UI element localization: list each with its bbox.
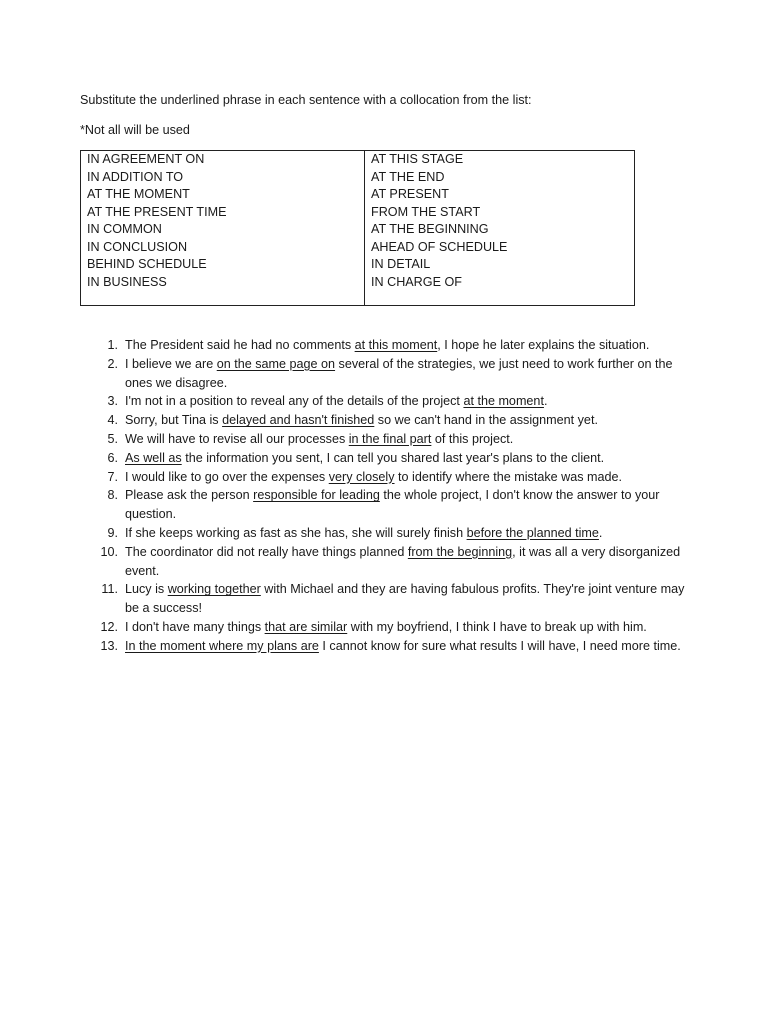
underlined-phrase: on the same page on xyxy=(216,356,336,371)
collocation-item: AT PRESENT xyxy=(371,187,449,201)
exercise-item xyxy=(100,449,700,468)
sentence-text-after: the information you sent, I can tell you shared last year's plans to the client. xyxy=(181,450,605,465)
collocation-column-right xyxy=(365,151,635,306)
sentence-text-before: The President said he had no comments xyxy=(125,338,355,352)
item-number: 6. xyxy=(107,450,118,465)
sentence-text-before: If she keeps working as fast as she has, she will surely finish xyxy=(125,525,467,540)
item-number: 7. xyxy=(107,469,118,484)
collocation-item: AT THE PRESENT TIME xyxy=(87,204,227,219)
collocation-item: IN COMMON xyxy=(87,222,162,236)
sentence-text-after: , it was all a very disorganized event. xyxy=(125,544,681,578)
item-number: 13. xyxy=(100,638,118,653)
underlined-phrase: In the moment where my plans are xyxy=(125,638,319,653)
note-text: *Not all will be used xyxy=(80,123,190,137)
exercise-item xyxy=(100,430,700,449)
collocation-item: AT THIS STAGE xyxy=(371,152,464,166)
item-number: 1. xyxy=(107,338,118,352)
sentence-text-after: the whole project, I don't know the answer to your question. xyxy=(125,488,660,522)
exercise-item xyxy=(100,392,700,411)
sentence-text-after: to identify where the mistake was made. xyxy=(394,469,623,484)
sentence-text-after: several of the strategies, we just need to work further on the ones we disagree. xyxy=(125,356,673,390)
underlined-phrase: from the beginning xyxy=(407,544,513,559)
underlined-phrase: at the moment xyxy=(463,394,544,409)
exercise-item xyxy=(100,543,700,581)
exercise-item xyxy=(100,336,700,355)
exercise-item xyxy=(100,411,700,430)
collocation-item: IN BUSINESS xyxy=(87,274,167,289)
sentence-text-before: The coordinator did not really have things planned xyxy=(125,544,408,559)
exercise-item xyxy=(100,468,700,487)
collocation-item: AT THE END xyxy=(371,169,445,184)
underlined-phrase: very closely xyxy=(328,469,395,484)
sentence-text-after: with Michael and they are having fabulous profits. They're joint venture may be a success! xyxy=(125,582,685,616)
collocation-column-left xyxy=(81,151,365,306)
sentence-text-after: with my boyfriend, I think I have to break up with him. xyxy=(347,619,647,634)
instruction-text: Substitute the underlined phrase in each sentence with a collocation from the list: xyxy=(80,93,532,107)
exercise-item xyxy=(100,618,700,637)
sentence-text-before: I don't have many things xyxy=(125,619,265,634)
underlined-phrase: in the final part xyxy=(348,431,432,446)
collocation-item: BEHIND SCHEDULE xyxy=(87,257,207,271)
underlined-phrase: responsible for leading xyxy=(253,488,380,503)
collocation-item: AHEAD OF SCHEDULE xyxy=(371,239,508,254)
collocation-item: IN ADDITION TO xyxy=(87,169,184,184)
item-number: 8. xyxy=(107,488,118,503)
collocation-item: AT THE MOMENT xyxy=(87,187,190,201)
item-number: 12. xyxy=(100,619,118,634)
item-number: 4. xyxy=(107,413,118,428)
sentence-text-after: . xyxy=(598,525,603,540)
underlined-phrase: delayed and hasn't finished xyxy=(222,413,375,428)
underlined-phrase: at this moment xyxy=(354,338,438,352)
item-number: 5. xyxy=(107,431,118,446)
collocation-item: FROM THE START xyxy=(371,204,481,219)
sentence-text-before: We will have to revise all our processes xyxy=(125,431,349,446)
underlined-phrase: As well as xyxy=(125,450,182,465)
collocation-item: IN DETAIL xyxy=(371,257,431,271)
sentence-text-after: of this project. xyxy=(431,431,514,446)
underlined-phrase: before the planned time xyxy=(466,525,599,540)
sentence-text-before: Please ask the person xyxy=(125,488,254,503)
sentence-text-after: so we can't hand in the assignment yet. xyxy=(374,413,598,428)
sentence-text-before: I believe we are xyxy=(125,356,217,371)
item-number: 10. xyxy=(100,544,118,559)
sentence-text-after: , I hope he later explains the situation. xyxy=(437,338,650,352)
exercise-item xyxy=(100,355,700,393)
sentence-text-before: I'm not in a position to reveal any of the details of the project xyxy=(125,394,464,409)
collocation-table-row xyxy=(81,151,635,306)
item-number: 3. xyxy=(107,394,118,409)
exercise-item xyxy=(100,637,700,656)
item-number: 11. xyxy=(101,582,118,597)
item-number: 2. xyxy=(107,356,118,371)
collocation-item: IN AGREEMENT ON xyxy=(87,152,205,166)
collocation-item: IN CHARGE OF xyxy=(371,274,462,289)
sentence-text-after: . xyxy=(543,394,548,409)
underlined-phrase: that are similar xyxy=(264,619,348,634)
collocation-table xyxy=(80,150,635,306)
sentence-text-before: Sorry, but Tina is xyxy=(125,413,223,428)
exercise-list xyxy=(100,336,700,656)
exercise-item xyxy=(100,486,700,524)
sentence-text-before: Lucy is xyxy=(125,582,168,597)
underlined-phrase: working together xyxy=(167,582,261,597)
collocation-item: IN CONCLUSION xyxy=(87,239,188,254)
sentence-text-before: I would like to go over the expenses xyxy=(125,469,329,484)
sentence-text-after: I cannot know for sure what results I will have, I need more time. xyxy=(318,638,681,653)
exercise-item xyxy=(100,580,700,618)
exercise-item xyxy=(100,524,700,543)
item-number: 9. xyxy=(107,525,118,540)
collocation-item: AT THE BEGINNING xyxy=(371,222,489,236)
